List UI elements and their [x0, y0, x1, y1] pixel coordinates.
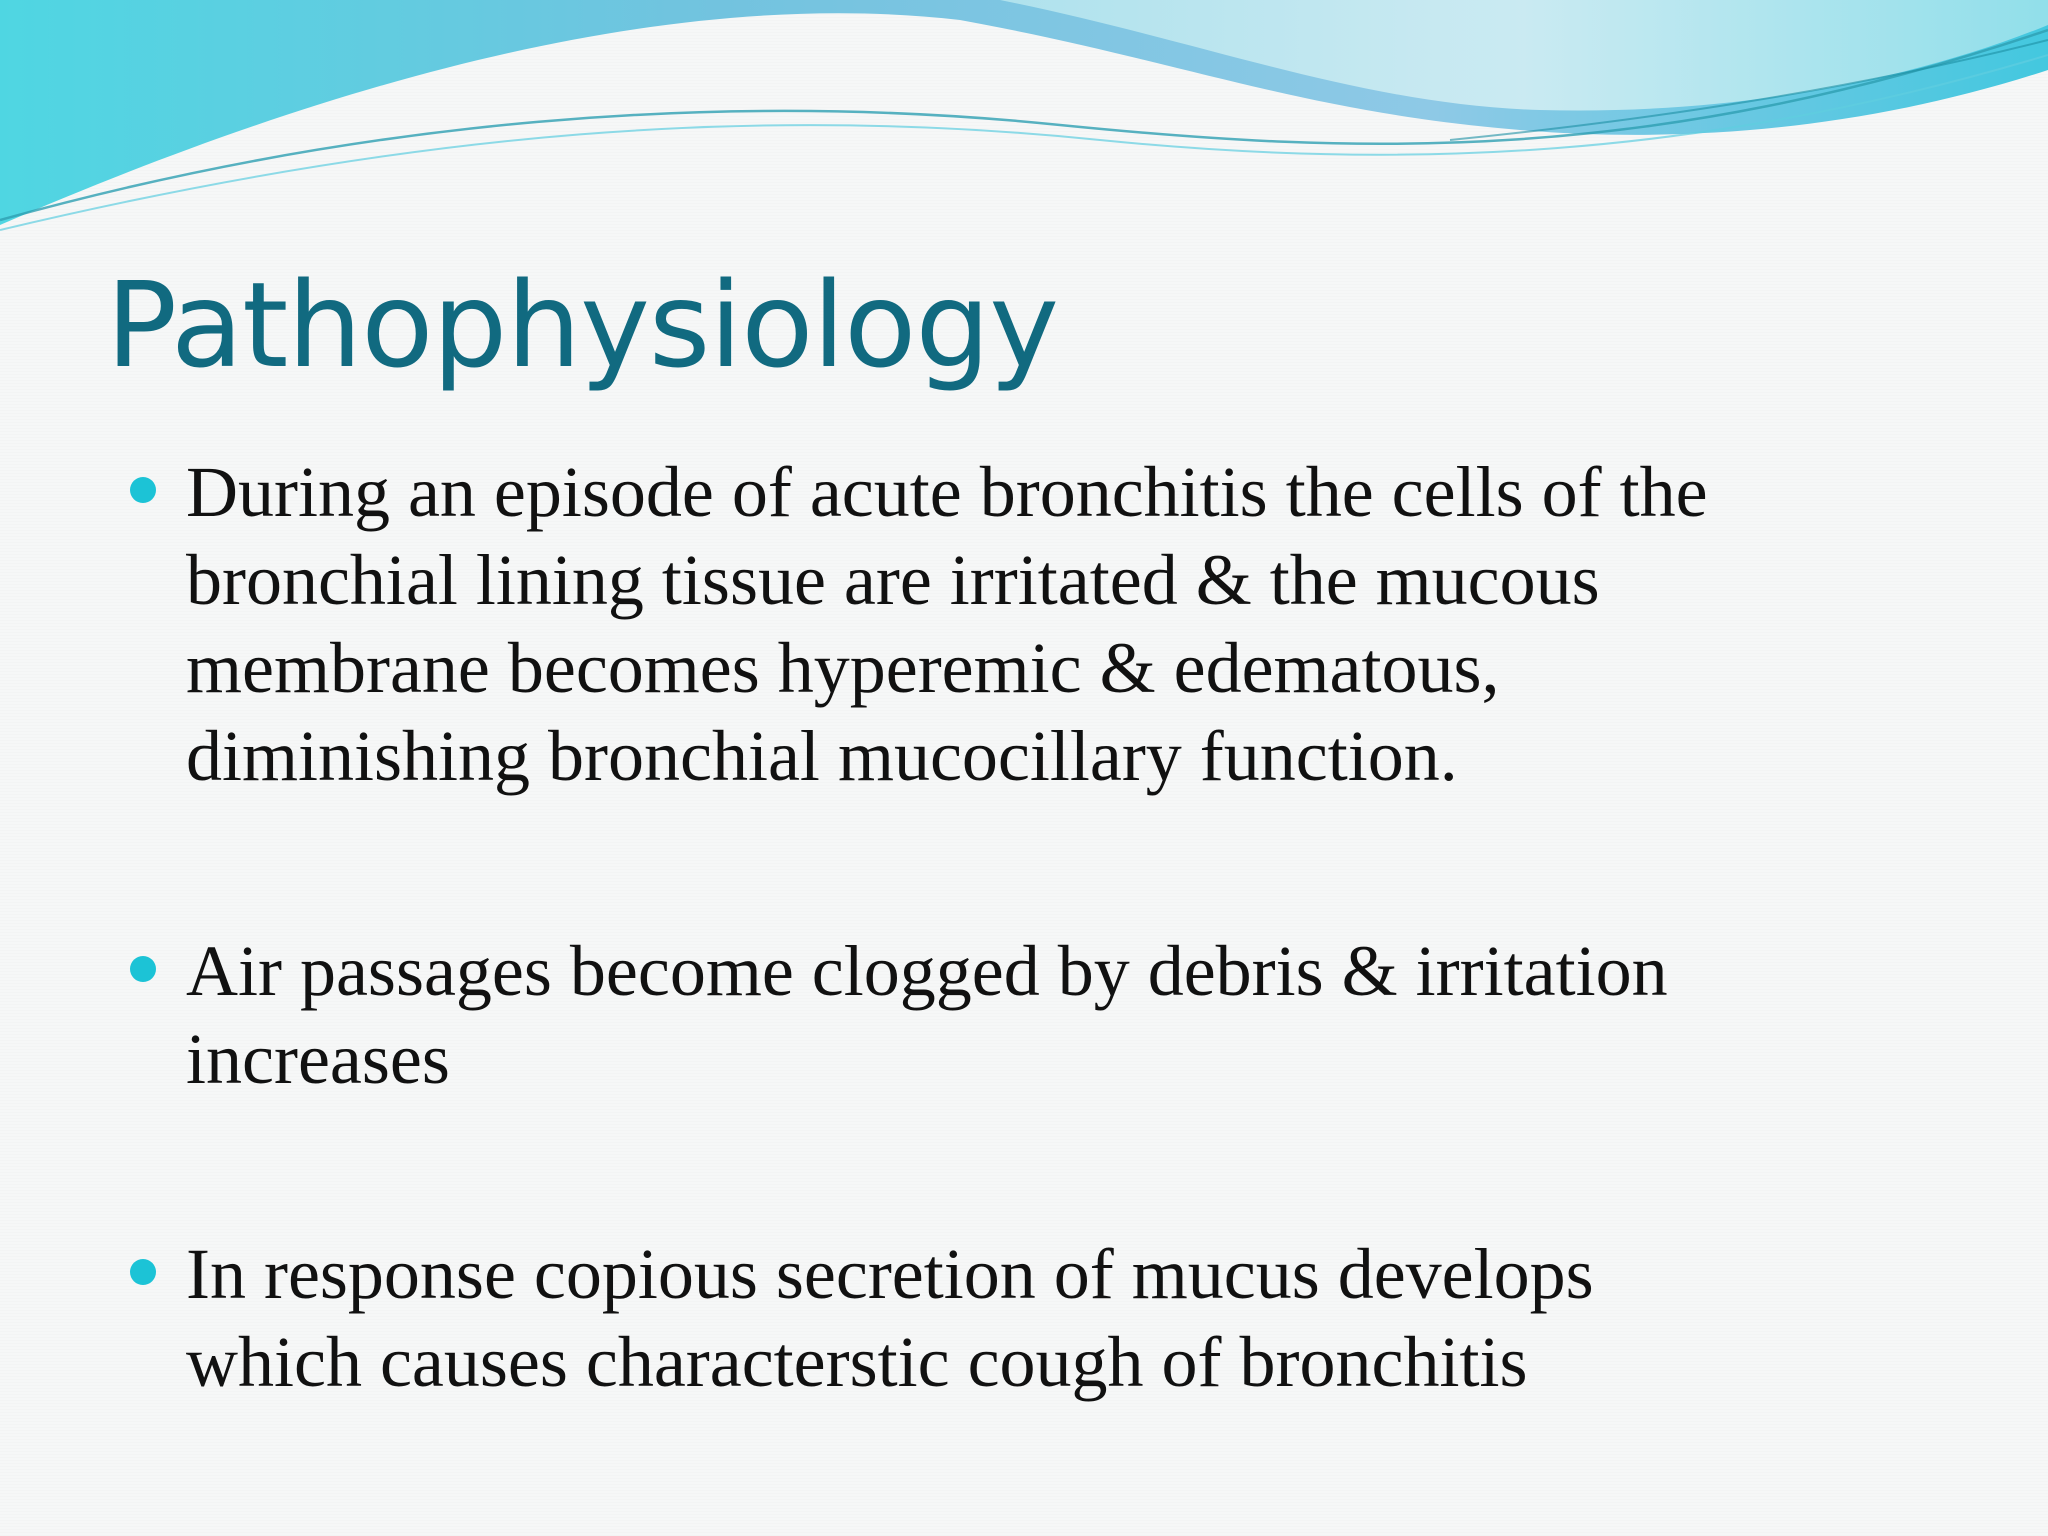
bullet-line: Air passages become clogged by debris & irritation: [186, 931, 1668, 1011]
bullet-item: [128, 448, 1928, 800]
bullet-item: [128, 1230, 1928, 1406]
bullet-dot-icon: [130, 956, 156, 982]
slide-title: Pathophysiology: [106, 256, 1059, 394]
bullet-line: which causes characterstic cough of bronchitis: [186, 1322, 1528, 1402]
bullet-dot-icon: [130, 477, 156, 503]
bullet-line: bronchial lining tissue are irritated & the mucous: [186, 540, 1600, 620]
bullet-list: [128, 448, 1928, 1406]
bullet-line: diminishing bronchial mucocillary function.: [186, 716, 1458, 796]
bullet-item: [128, 927, 1928, 1103]
bullet-line: membrane becomes hyperemic & edematous,: [186, 628, 1500, 708]
bullet-line: increases: [186, 1019, 450, 1099]
bullet-dot-icon: [130, 1259, 156, 1285]
header-wave-decoration: [0, 0, 2048, 240]
bullet-line: During an episode of acute bronchitis the cells of the: [186, 452, 1708, 532]
bullet-line: In response copious secretion of mucus develops: [186, 1234, 1594, 1314]
